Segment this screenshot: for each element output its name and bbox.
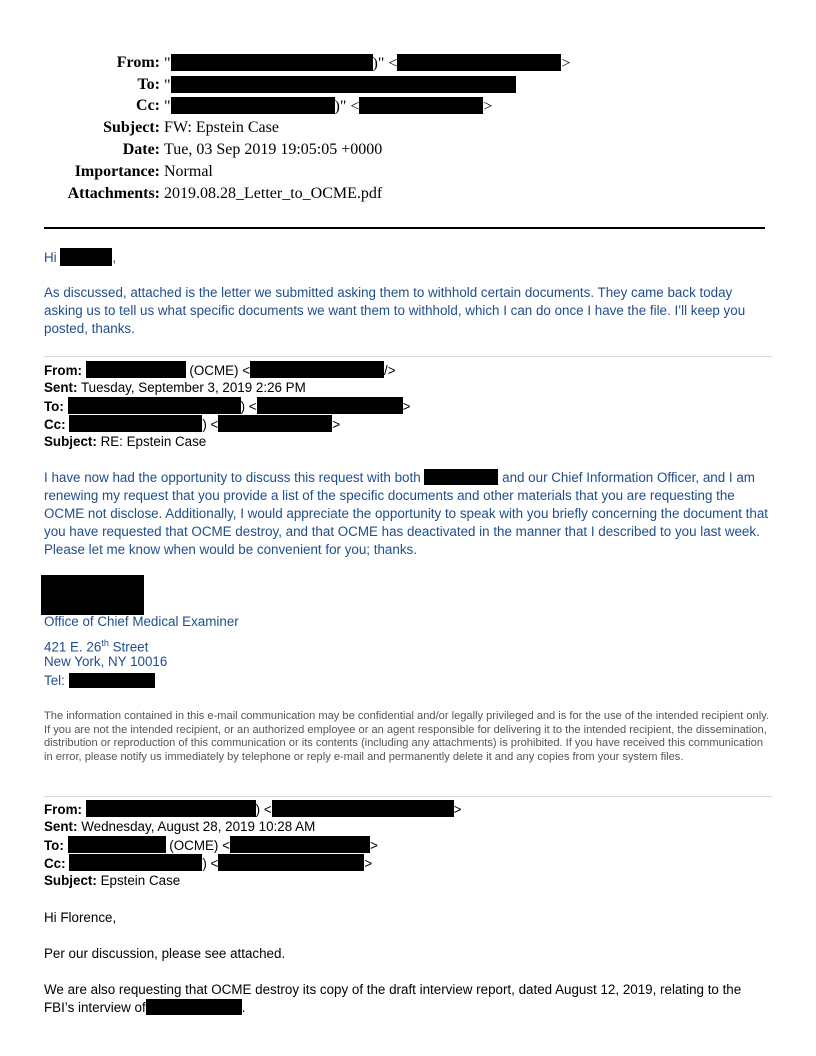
redacted-block xyxy=(146,999,242,1015)
fwd2-to-org: (OCME) < xyxy=(169,838,230,853)
greeting-prefix: Hi xyxy=(44,250,57,265)
fwd1-sent-label: Sent: xyxy=(44,380,78,395)
header-divider xyxy=(44,227,765,229)
subject-label: Subject: xyxy=(103,119,160,136)
fwd1-subject-row xyxy=(44,433,206,451)
fwd2-from-label: From: xyxy=(44,802,82,817)
redacted-block xyxy=(69,854,202,871)
cc-close: > xyxy=(483,98,493,115)
from-close: > xyxy=(561,55,571,72)
importance-label: Importance: xyxy=(74,163,160,180)
fwd2-cc-close: > xyxy=(364,856,373,871)
fwd1-to-mid: ) < xyxy=(240,399,257,414)
fwd2-subject-label: Subject: xyxy=(44,873,97,888)
redacted-block xyxy=(68,397,241,414)
cc-open-quote: " xyxy=(164,98,171,115)
to-label: To: xyxy=(137,76,160,93)
fwd1-subject-label: Subject: xyxy=(44,434,97,449)
fwd1-to-close: > xyxy=(402,399,411,414)
fwd1-from-org: (OCME) < xyxy=(189,363,251,378)
fwd2-subject-value: Epstein Case xyxy=(100,873,181,888)
fwd2-line2-text: We are also requesting that OCME destroy its copy of the draft interview report, dated August 12, 2019, relating to the FBI’s interview of xyxy=(44,982,742,1015)
redacted-block xyxy=(424,469,498,485)
sig-address-num: 421 E. 26 xyxy=(44,639,102,655)
subject-value: FW: Epstein Case xyxy=(164,119,279,136)
redacted-block xyxy=(171,76,516,93)
fwd1-from-label: From: xyxy=(44,363,82,378)
header-subject-row xyxy=(0,119,816,141)
signature-name-redacted xyxy=(41,575,144,615)
fwd1-sent-row xyxy=(44,379,306,397)
from-open-quote: " xyxy=(164,55,171,72)
redacted-block xyxy=(257,397,403,414)
fwd1-body-part2: and our Chief Information Officer, and I am renewing my request that you provide a list of the specific documents and other materials that you are requesting the OCME not disclose. Additionally, I would appreciate the opportunity to speak with you briefly concerning the document that you have requested that OCME destroy, and that OCME has deactivated in the manner that I described to you last week. Please let me know when would be convenient for you; thanks. xyxy=(44,470,768,557)
redacted-block xyxy=(60,248,112,266)
redacted-block xyxy=(69,673,155,688)
fwd2-cc-label: Cc: xyxy=(44,856,66,871)
date-label: Date: xyxy=(122,141,160,158)
fwd2-sent-label: Sent: xyxy=(44,819,78,834)
fwd2-from-close: > xyxy=(453,802,462,817)
fwd1-subject-value: RE: Epstein Case xyxy=(100,434,207,449)
redacted-block xyxy=(272,800,454,817)
fwd1-to-label: To: xyxy=(44,399,64,414)
message1-greeting xyxy=(44,248,774,267)
redacted-block xyxy=(230,836,370,853)
cc-mid: )" < xyxy=(334,98,360,115)
header-importance-row xyxy=(0,163,816,185)
redacted-block xyxy=(218,854,364,871)
attachments-label: Attachments: xyxy=(67,185,160,202)
sig-address-rest: Street xyxy=(108,639,149,655)
fwd2-sent-value: Wednesday, August 28, 2019 10:28 AM xyxy=(81,819,316,834)
redacted-block xyxy=(171,97,335,114)
fwd1-from-row xyxy=(44,361,396,380)
message-separator xyxy=(44,356,772,357)
from-label: From: xyxy=(116,54,160,71)
from-mid: )" < xyxy=(372,55,398,72)
message1-body: As discussed, attached is the letter we submitted asking them to withhold certain documents. They came back today asking us to tell us what specific documents we want them to withhold, which I can do once I have the file. I’ll keep you posted, thanks. xyxy=(44,285,746,336)
redacted-block xyxy=(69,415,202,432)
importance-value: Normal xyxy=(164,163,213,180)
fwd2-line2-end: . xyxy=(241,1000,246,1015)
attachment-link[interactable]: 2019.08.28_Letter_to_OCME.pdf xyxy=(164,185,383,202)
cc-label: Cc: xyxy=(136,97,160,114)
redacted-block xyxy=(250,361,384,378)
fwd2-line2 xyxy=(44,981,774,1017)
header-from-row xyxy=(0,54,816,76)
sig-city: New York, NY 10016 xyxy=(44,654,168,669)
fwd2-cc-mid: ) < xyxy=(202,856,219,871)
header-cc-row xyxy=(0,97,816,119)
redacted-block xyxy=(359,97,483,114)
to-open-quote: " xyxy=(164,77,171,94)
fwd1-to-row xyxy=(44,397,410,416)
redacted-block xyxy=(86,800,256,817)
fwd2-to-close: > xyxy=(369,838,378,853)
greeting-suffix: , xyxy=(112,250,117,265)
redacted-block xyxy=(86,361,186,378)
fwd1-from-close: /> xyxy=(384,363,396,378)
fwd1-sent-value: Tuesday, September 3, 2019 2:26 PM xyxy=(80,380,306,395)
fwd2-to-row xyxy=(44,836,378,855)
fwd1-cc-close: > xyxy=(332,417,341,432)
fwd1-body-part1: I have now had the opportunity to discuss this request with both xyxy=(44,470,421,485)
fwd1-cc-mid: ) < xyxy=(202,417,219,432)
date-value: Tue, 03 Sep 2019 19:05:05 +0000 xyxy=(164,141,383,158)
header-to-row xyxy=(0,76,816,98)
fwd2-from-mid: ) < xyxy=(255,802,272,817)
redacted-block xyxy=(397,54,561,71)
redacted-block xyxy=(171,54,373,71)
sig-office: Office of Chief Medical Examiner xyxy=(44,614,239,629)
header-attachments-row xyxy=(0,185,816,207)
fwd2-to-label: To: xyxy=(44,838,64,853)
fwd1-body xyxy=(44,469,774,559)
sig-tel-label: Tel: xyxy=(44,673,65,688)
disclaimer: The information contained in this e-mail communication may be confidential and/or legally privileged and is for the use of the intended recipient only. If you are not the intended recipient, or an authorized employee or an agent responsible for delivering it to the intended recipient, the dissemination, distribution or reproduction of this communication or its contents (including any attachments) is prohibited. If you have received this communication in error, please notify us immediately by telephone or reply e-mail and permanently delete it and any copies from your system files. xyxy=(44,710,769,763)
fwd1-cc-label: Cc: xyxy=(44,417,66,432)
redacted-block xyxy=(68,836,166,853)
sig-address-sup: th xyxy=(101,638,109,648)
fwd1-cc-row xyxy=(44,415,340,434)
redacted-block xyxy=(218,415,332,432)
fwd2-from-row xyxy=(44,800,462,819)
fwd2-subject-row xyxy=(44,872,180,890)
message-separator xyxy=(44,796,772,797)
fwd2-greeting: Hi Florence, xyxy=(44,910,117,925)
fwd2-sent-row xyxy=(44,818,315,836)
fwd2-line1: Per our discussion, please see attached. xyxy=(44,946,286,961)
header-date-row xyxy=(0,141,816,163)
fwd2-cc-row xyxy=(44,854,372,873)
sig-tel xyxy=(44,672,774,690)
